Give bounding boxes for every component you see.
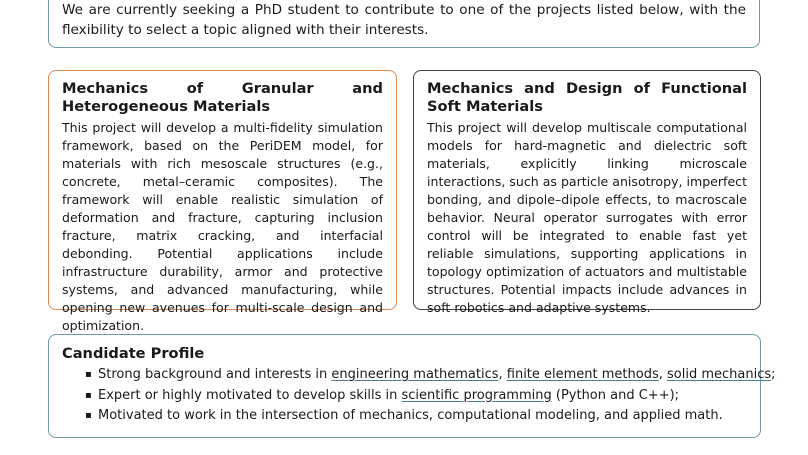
profile-item-programming	[62, 386, 747, 407]
project-card-granular	[48, 70, 397, 333]
intro-text: We are currently seeking a PhD student to contribute to one of the projects listed below, with the flexibility to select a topic aligned with their interests.	[62, 2, 746, 38]
candidate-profile-title: Candidate Profile	[62, 345, 205, 362]
profile-item-background	[62, 365, 776, 386]
intro-box	[48, 0, 760, 48]
project-card-soft-materials	[413, 70, 761, 315]
project-description-soft-materials: This project will develop multiscale computational models for hard-magnetic and dielectric soft materials, explicitly linking microscale interactions, such as particle anisotropy, imperfect bonding, and dipole–dipole effects, to macroscale behavior. Neural operator surrogates with error control will be integrated to enable fast yet reliable simulations, supporting applications in topology optimization of actuators and multistable structures. Potential impacts include advances in soft robotics and adaptive systems.	[427, 120, 747, 315]
profile-item-motivation	[62, 406, 747, 427]
profile-item-text: Motivated to work in the intersection of mechanics, computational modeling, and applied math.	[98, 408, 723, 423]
candidate-profile-list	[62, 365, 776, 427]
keyword-scientific-programming: scientific programming	[401, 387, 552, 403]
separator: ,	[498, 367, 507, 382]
bullet-square-icon: ▪	[85, 389, 92, 401]
profile-item-text: Strong background and interests in	[98, 367, 332, 382]
keyword-engineering-mathematics: engineering mathematics	[331, 367, 499, 382]
bullet-square-icon: ▪	[85, 410, 92, 421]
project-title-soft-materials: Mechanics and Design of Functional Soft Materials	[427, 80, 747, 115]
candidate-profile-box	[48, 334, 776, 438]
profile-item-text: Expert or highly motivated to develop skills in	[98, 387, 402, 403]
keyword-finite-element-methods: finite element methods	[506, 367, 659, 382]
profile-item-suffix: (Python and C++);	[551, 387, 680, 403]
profile-item-suffix: ;	[771, 367, 776, 382]
bullet-square-icon: ▪	[85, 369, 92, 380]
project-description-granular: This project will develop a multi-fidelity simulation framework, based on the PeriDEM model, for materials with rich mesoscale structures (e.g., concrete, metal–ceramic composites). The framework will enable realistic simulation of deformation and fracture, capturing inclusion fracture, matrix cracking, and interfacial debonding. Potential applications include infrastructure durability, armor and protective systems, and advanced manufacturing, while opening new avenues for multi-scale design and optimization.	[62, 120, 383, 333]
keyword-solid-mechanics: solid mechanics	[667, 367, 772, 382]
project-title-granular: Mechanics of Granular and Heterogeneous Materials	[62, 80, 383, 115]
separator: ,	[658, 367, 668, 382]
